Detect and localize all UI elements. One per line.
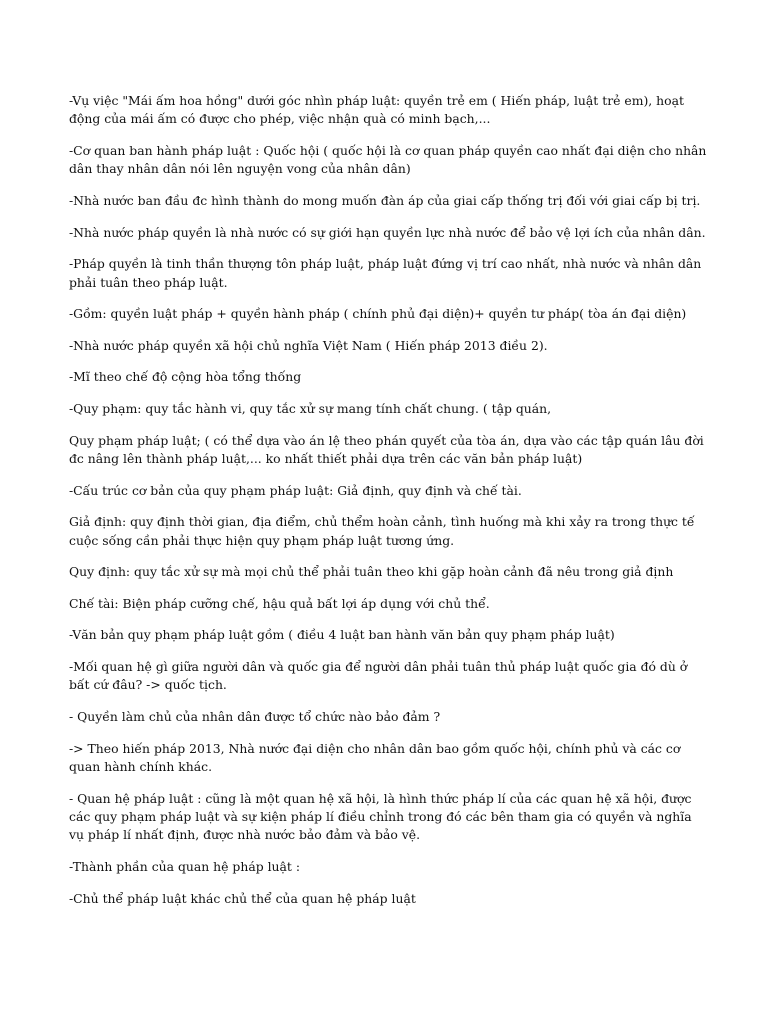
paragraph-20: -Thành phần của quan hệ pháp luật :	[69, 858, 301, 874]
paragraph-9: -Quy phạm: quy tắc hành vi, quy tắc xử sự mang tính chất chung. ( tập quán,	[69, 400, 552, 416]
paragraph-1: -Vụ việc "Mái ấm hoa hồng" dưới góc nhìn pháp luật: quyền trẻ em ( Hiến pháp, luật trẻ em), hoạt động của mái ấm có được cho phép, việc nhận quà có minh bạch,...	[69, 93, 684, 127]
paragraph-18: -> Theo hiến pháp 2013, Nhà nước đại diện cho nhân dân bao gồm quốc hội, chính phủ và các cơ quan hành chính khác.	[69, 740, 681, 774]
paragraph-5: -Pháp quyền là tinh thần thượng tôn pháp luật, pháp luật đứng vị trí cao nhất, nhà nước và nhân dân phải tuân theo pháp luật.	[69, 256, 702, 290]
paragraph-14: Chế tài: Biện pháp cưỡng chế, hậu quả bất lợi áp dụng với chủ thể.	[69, 595, 490, 611]
paragraph-16: -Mối quan hệ gì giữa người dân và quốc gia để người dân phải tuân thủ pháp luật quốc gia đó dù ở bất cứ đâu? -> quốc tịch.	[69, 658, 688, 693]
paragraph-15: -Văn bản quy phạm pháp luật gồm ( điều 4 luật ban hành văn bản quy phạm pháp luật)	[69, 627, 615, 643]
paragraph-7: -Nhà nước pháp quyền xã hội chủ nghĩa Việt Nam ( Hiến pháp 2013 điều 2).	[69, 337, 548, 353]
paragraph-21: -Chủ thể pháp luật khác chủ thể của quan hệ pháp luật	[69, 890, 416, 906]
paragraph-10: Quy phạm pháp luật; ( có thể dựa vào án lệ theo phán quyết của tòa án, dựa vào các tập quán lâu đời đc nâng lên thành pháp luật,... ko nhất thiết phải dựa trên các văn bản pháp luật)	[69, 432, 704, 466]
document-body	[69, 92, 709, 921]
paragraph-11: -Cấu trúc cơ bản của quy phạm pháp luật: Giả định, quy định và chế tài.	[69, 482, 522, 498]
paragraph-19: - Quan hệ pháp luật : cũng là một quan hệ xã hội, là hình thức pháp lí của các quan hệ xã hội, được các quy phạm pháp luật và sự kiện pháp lí điều chỉnh trong đó các bên tham gia có quyền và nghĩa vụ pháp lí nhất định, được nhà nước bảo đảm và bảo vệ.	[69, 790, 692, 843]
paragraph-4: -Nhà nước pháp quyền là nhà nước có sự giới hạn quyền lực nhà nước để bảo vệ lợi ích của nhân dân.	[69, 224, 706, 240]
paragraph-12: Giả định: quy định thời gian, địa điểm, chủ thểm hoàn cảnh, tình huống mà khi xảy ra trong thực tế cuộc sống cần phải thực hiện quy phạm pháp luật tương ứng.	[69, 514, 695, 548]
paragraph-3: -Nhà nước ban đầu đc hình thành do mong muốn đàn áp của giai cấp thống trị đối với giai cấp bị trị.	[69, 193, 701, 208]
paragraph-17: - Quyền làm chủ của nhân dân được tổ chức nào bảo đảm ?	[69, 708, 441, 724]
paragraph-6: -Gồm: quyền luật pháp + quyền hành pháp ( chính phủ đại diện)+ quyền tư pháp( tòa án đại diện)	[69, 306, 687, 322]
paragraph-2: -Cơ quan ban hành pháp luật : Quốc hội ( quốc hội là cơ quan pháp quyền cao nhất đại diện cho nhân dân thay nhân dân nói lên nguyện vong của nhân dân)	[69, 143, 707, 177]
paragraph-8: -Mĩ theo chế độ cộng hòa tổng thống	[69, 369, 302, 385]
paragraph-13: Quy định: quy tắc xử sự mà mọi chủ thể phải tuân theo khi gặp hoàn cảnh đã nêu trong giả định	[69, 564, 674, 580]
